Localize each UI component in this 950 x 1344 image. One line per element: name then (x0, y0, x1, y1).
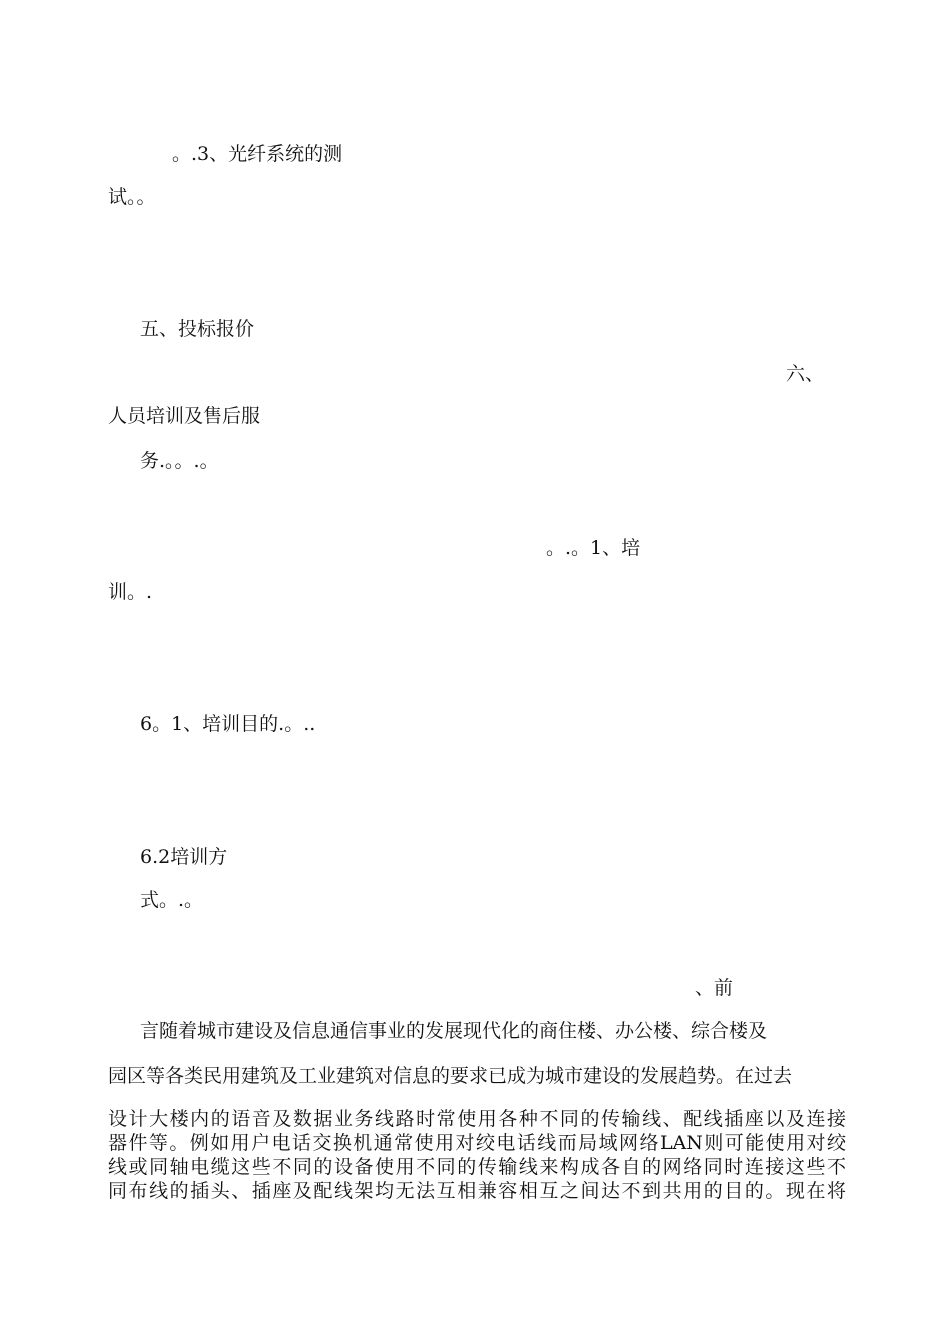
body-line-3: 设计大楼内的语音及数据业务线路时常使用各种不同的传输线、配线插座以及连接 (108, 1108, 846, 1130)
toc-item-1-part1: 。.。1、培 (546, 537, 641, 559)
preface-heading: 、前 (695, 977, 734, 999)
toc-section-6-part1: 六、 (786, 363, 825, 385)
body-line-4: 器件等。例如用户电话交换机通常使用对绞电话线而局域网络LAN则可能使用对绞 (108, 1132, 846, 1154)
toc-section-6-part2: 人员培训及售后服 (108, 405, 261, 427)
toc-item-1-part2: 训。. (108, 581, 153, 603)
body-line-6: 同布线的插头、插座及配线架均无法互相兼容相互之间达不到共用的目的。现在将 (108, 1180, 846, 1202)
toc-item-6-2-part1: 6.2培训方 (140, 846, 228, 868)
toc-section-6-part3: 务.。。.。 (140, 450, 219, 472)
toc-item-6-2-part2: 式。.。 (140, 889, 204, 911)
toc-section-5: 五、投标报价 (140, 318, 255, 340)
toc-item-3-part1: 。.3、光纤系统的测 (172, 143, 343, 165)
toc-item-6-1: 6。1、培训目的.。.. (140, 713, 316, 735)
body-line-5: 线或同轴电缆这些不同的设备使用不同的传输线来构成各自的网络同时连接这些不 (108, 1156, 846, 1178)
body-line-2: 园区等各类民用建筑及工业建筑对信息的要求已成为城市建设的发展趋势。在过去 (108, 1065, 793, 1087)
body-line-1: 言随着城市建设及信息通信事业的发展现代化的商住楼、办公楼、综合楼及 (140, 1020, 768, 1042)
body-paragraph (108, 1107, 846, 1203)
toc-item-3-part2: 试。。 (108, 186, 156, 208)
